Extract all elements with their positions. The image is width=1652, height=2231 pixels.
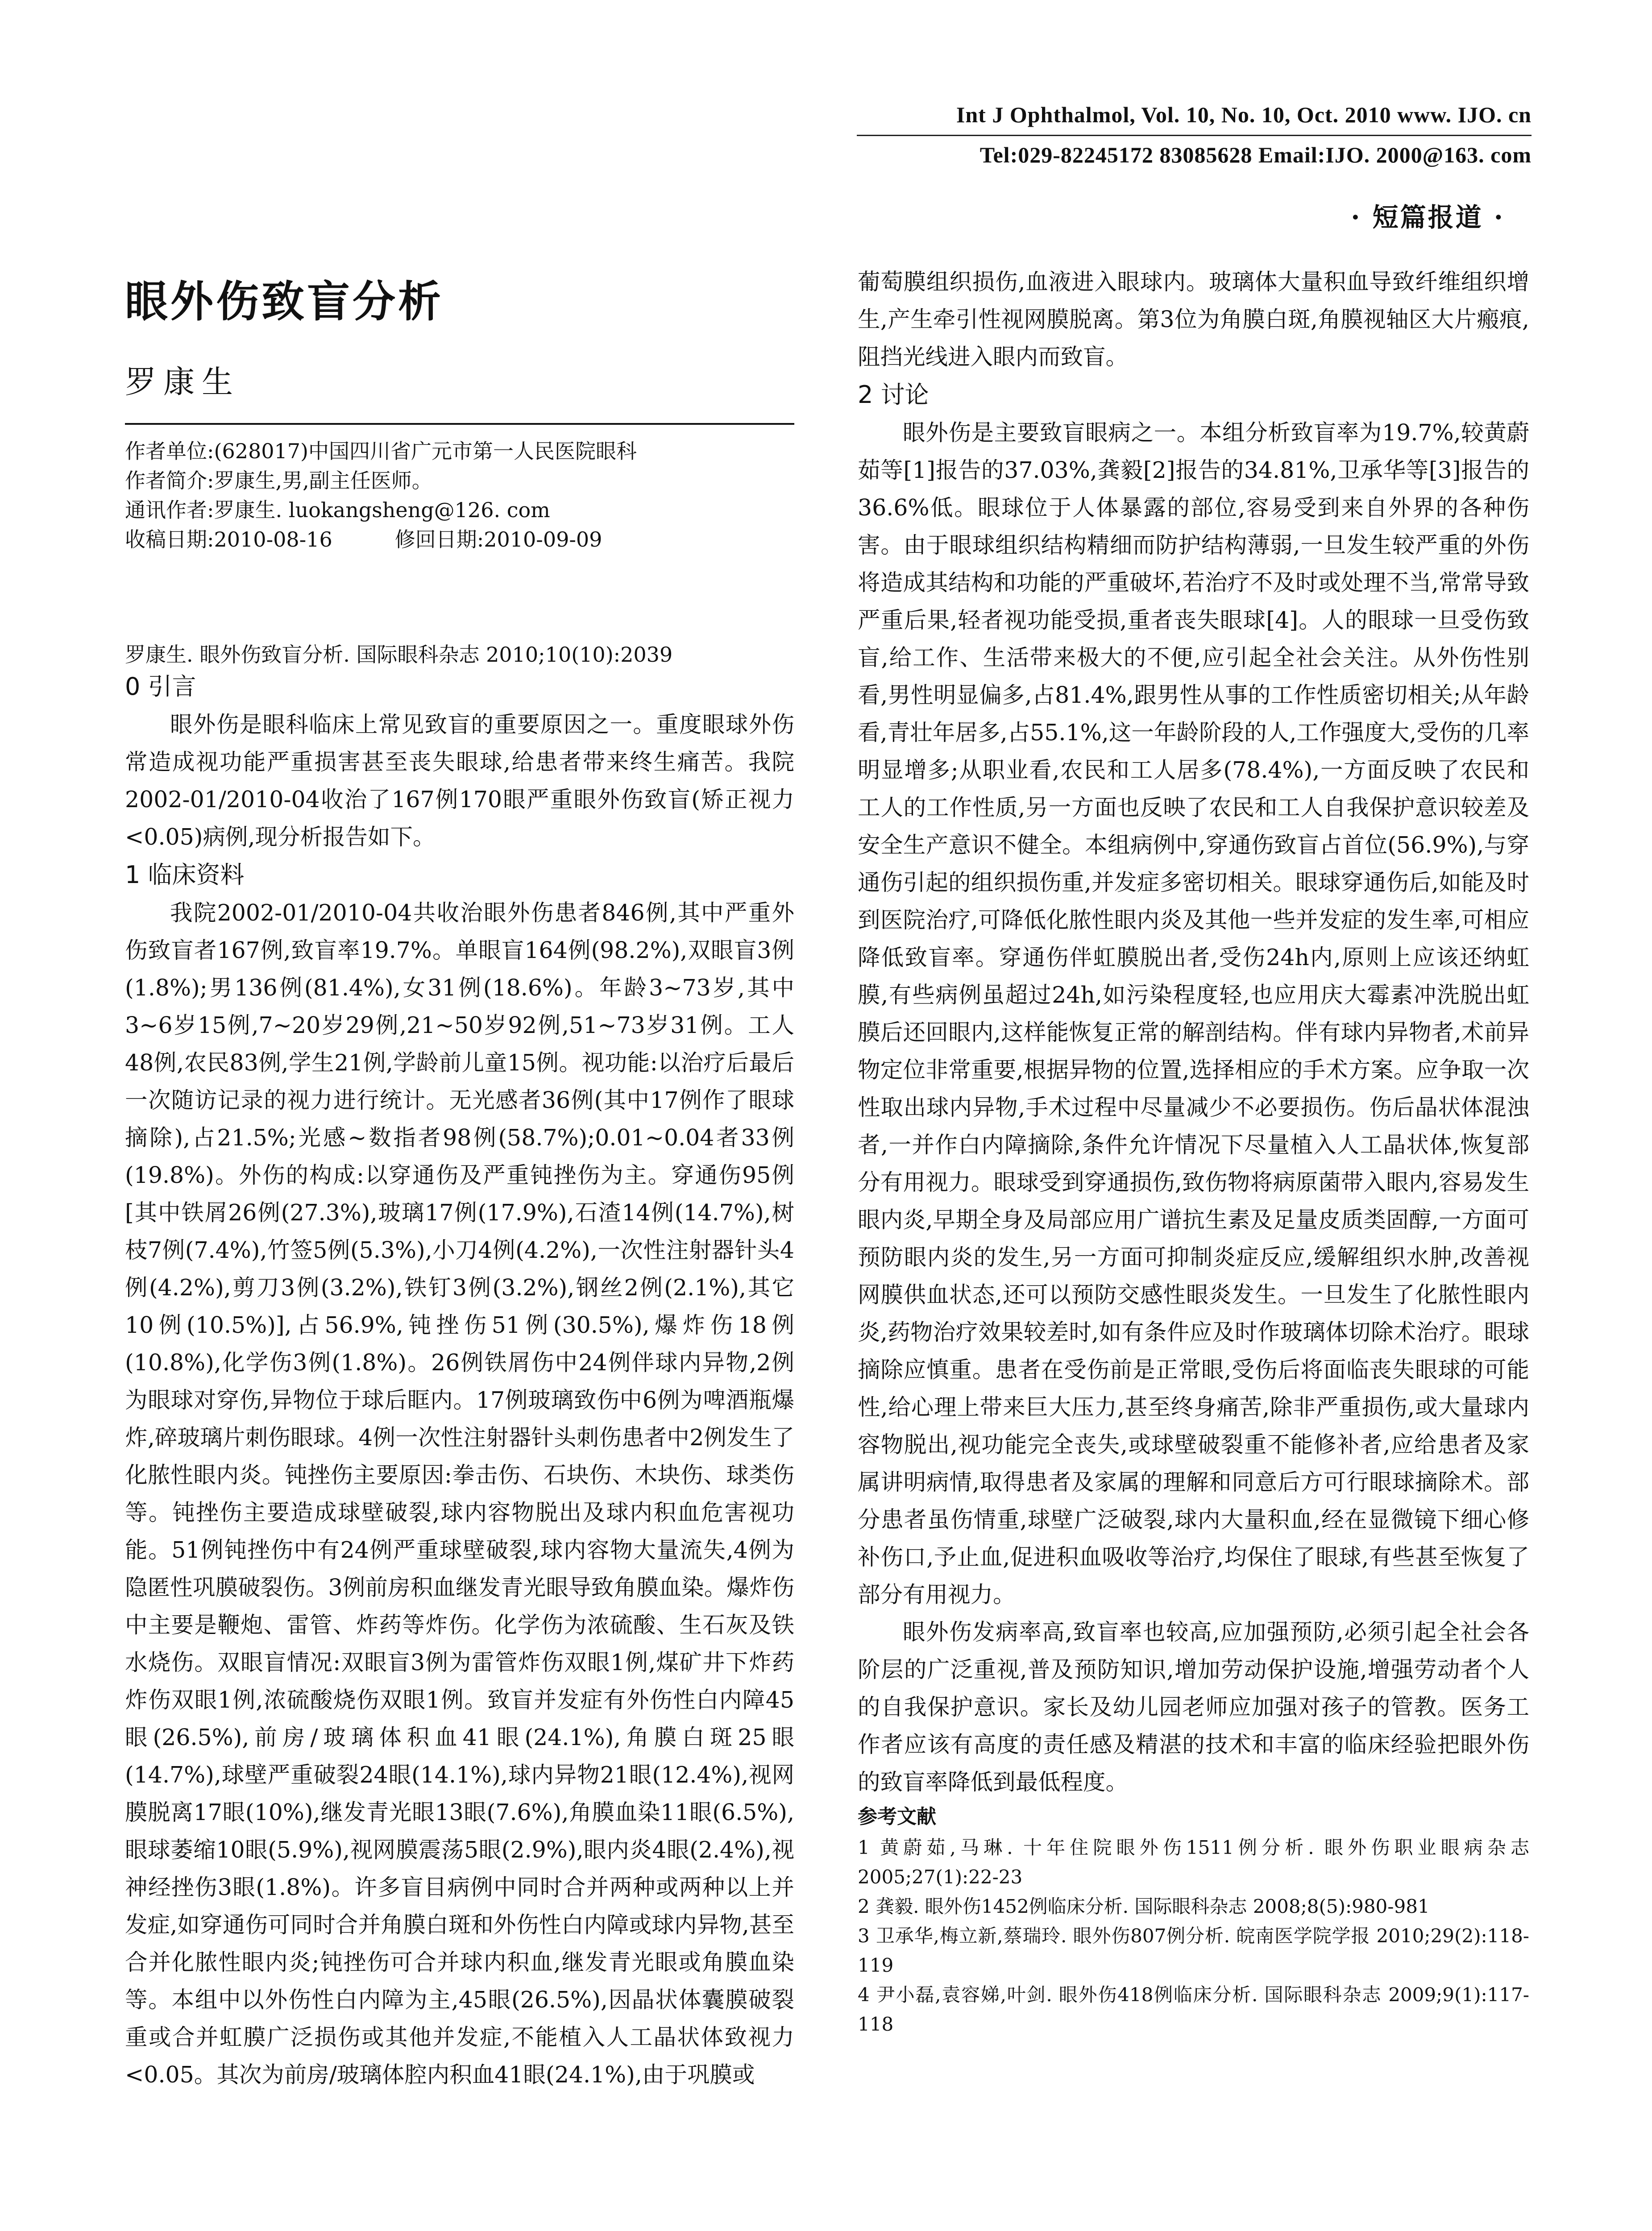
- citation: 罗康生. 眼外伤致盲分析. 国际眼科杂志 2010;10(10):2039: [125, 643, 673, 667]
- dates: [125, 525, 794, 554]
- journal-contact: Tel:029-82245172 83085628 Email:IJO. 2000@163. com: [980, 142, 1532, 167]
- header-separator: [857, 135, 1532, 136]
- reference-item: 3 卫承华,梅立新,蔡瑞玲. 眼外伤807例分析. 皖南医学院学报 2010;29(2):118-119: [858, 1925, 1529, 1976]
- right-column: [858, 263, 1529, 2039]
- article-title: 眼外伤致盲分析: [125, 277, 444, 327]
- paragraph-introduction: 眼外伤是眼科临床上常见致盲的重要原因之一。重度眼球外伤常造成视功能严重损害甚至丧失眼球,给患者带来终生痛苦。我院2002-01/2010-04收治了167例170眼严重眼外伤致盲(矫正视力<0.05)病例,现分析报告如下。: [125, 711, 794, 850]
- reference-list: [858, 1833, 1529, 2039]
- paragraph-discussion-2: 眼外伤发病率高,致盲率也较高,应加强预防,必须引起全社会各阶层的广泛重视,普及预防知识,增加劳动保护设施,增强劳动者个人的自我保护意识。家长及幼儿园老师应加强对孩子的管教。医务工作者应该有高度的责任感及精湛的技术和丰富的临床经验把眼外伤的致盲率降低到最低程度。: [858, 1619, 1529, 1795]
- revised-date: 修回日期:2010-09-09: [394, 527, 602, 552]
- title-rule: [125, 423, 794, 425]
- section-tag: · 短篇报道 ·: [1351, 202, 1505, 232]
- paragraph-clinical-data: 我院2002-01/2010-04共收治眼外伤患者846例,其中严重外伤致盲者167例,致盲率19.7%。单眼盲164例(98.2%),双眼盲3例(1.8%);男136例(81.4%),女31例(18.6%)。年龄3~73岁,其中3~6岁15例,7~20岁29例,21~50岁92例,51~73岁31例。工人48例,农民83例,学生21例,学龄前儿童15例。视功能:以治疗后最后一次随访记录的视力进行统计。无光感者36例(其中17例作了眼球摘除),占21.5%;光感~数指者98例(58.7%);0.01~0.04者33例(19.8%)。外伤的构成:以穿通伤及严重钝挫伤为主。穿通伤95例[其中铁屑26例(27.3%),玻璃17例(17.9%),石渣14例(14.7%),树枝7例(7.4%),竹签5例(5.3%),小刀4例(4.2%),一次性注射器针头4例(4.2%),剪刀3例(3.2%),铁钉3例(3.2%),钢丝2例(2.1%),其它10例(10.5%)],占56.9%,钝挫伤51例(30.5%),爆炸伤18例(10.8%),化学伤3例(1.8%)。26例铁屑伤中24例伴球内异物,2例为眼球对穿伤,异物位于球后眶内。17例玻璃致伤中6例为啤酒瓶爆炸,碎玻璃片刺伤眼球。4例一次性注射器针头刺伤患者中2例发生了化脓性眼内炎。钝挫伤主要原因:拳击伤、石块伤、木块伤、球类伤等。钝挫伤主要造成球壁破裂,球内容物脱出及球内积血危害视功能。51例钝挫伤中有24例严重球壁破裂,球内容物大量流失,4例为隐匿性巩膜破裂伤。3例前房积血继发青光眼导致角膜血染。爆炸伤中主要是鞭炮、雷管、炸药等炸伤。化学伤为浓硫酸、生石灰及铁水烧伤。双眼盲情况:双眼盲3例为雷管炸伤双眼1例,煤矿井下炸药炸伤双眼1例,浓硫酸烧伤双眼1例。致盲并发症有外伤性白内障45眼(26.5%),前房/玻璃体积血41眼(24.1%),角膜白斑25眼(14.7%),球壁严重破裂24眼(14.1%),球内异物21眼(12.4%),视网膜脱离17眼(10%),继发青光眼13眼(7.6%),角膜血染11眼(6.5%),眼球萎缩10眼(5.9%),视网膜震荡5眼(2.9%),眼内炎4眼(2.4%),视神经挫伤3眼(1.8%)。许多盲目病例中同时合并两种或两种以上并发症,如穿通伤可同时合并角膜白斑和外伤性白内障或球内异物,甚至合并化脓性眼内炎;钝挫伤可合并球内积血,继发青光眼或角膜血染等。本组中以外伤性白内障为主,45眼(26.5%),因晶状体囊膜破裂重或合并虹膜广泛损伤或其他并发症,不能植入人工晶状体致视力<0.05。其次为前房/玻璃体腔内积血41眼(24.1%),由于巩膜或: [125, 900, 794, 2088]
- reference-item: 2 龚毅. 眼外伤1452例临床分析. 国际眼科杂志 2008;8(5):980-981: [858, 1895, 1430, 1917]
- paragraph-continued: 葡萄膜组织损伤,血液进入眼球内。玻璃体大量积血导致纤维组织增生,产生牵引性视网膜脱离。第3位为角膜白斑,角膜视轴区大片瘢痕,阻挡光线进入眼内而致盲。: [858, 269, 1529, 370]
- correspondence: 通讯作者:罗康生. luokangsheng@126. com: [125, 498, 550, 522]
- author-name: 罗康生: [125, 364, 240, 400]
- heading-clinical-data: 1 临床资料: [125, 861, 245, 889]
- reference-item: 4 尹小磊,袁容娣,叶剑. 眼外伤418例临床分析. 国际眼科杂志 2009;9(1):117-118: [858, 1984, 1529, 2035]
- left-column: [125, 668, 794, 2094]
- article-meta: [125, 436, 794, 554]
- received-date: 收稿日期:2010-08-16: [125, 527, 332, 552]
- heading-references: 参考文献: [858, 1805, 936, 1828]
- reference-item: 1 黄蔚茹,马琳. 十年住院眼外伤1511例分析. 眼外伤职业眼病杂志 2005;27(1):22-23: [858, 1837, 1529, 1888]
- journal-header: Int J Ophthalmol, Vol. 10, No. 10, Oct. 2010 www. IJO. cn: [956, 102, 1532, 127]
- heading-discussion: 2 讨论: [858, 381, 929, 409]
- heading-introduction: 0 引言: [125, 672, 196, 701]
- paragraph-discussion-1: 眼外伤是主要致盲眼病之一。本组分析致盲率为19.7%,较黄蔚茹等[1]报告的37.03%,龚毅[2]报告的34.81%,卫承华等[3]报告的36.6%低。眼球位于人体暴露的部位,容易受到来自外界的各种伤害。由于眼球组织结构精细而防护结构薄弱,一旦发生较严重的外伤将造成其结构和功能的严重破坏,若治疗不及时或处理不当,常常导致严重后果,轻者视功能受损,重者丧失眼球[4]。人的眼球一旦受伤致盲,给工作、生活带来极大的不便,应引起全社会关注。从外伤性别看,男性明显偏多,占81.4%,跟男性从事的工作性质密切相关;从年龄看,青壮年居多,占55.1%,这一年龄阶段的人,工作强度大,受伤的几率明显增多;从职业看,农民和工人居多(78.4%),一方面反映了农民和工人的工作性质,另一方面也反映了农民和工人自我保护意识较差及安全生产意识不健全。本组病例中,穿通伤致盲占首位(56.9%),与穿通伤引起的组织损伤重,并发症多密切相关。眼球穿通伤后,如能及时到医院治疗,可降低化脓性眼内炎及其他一些并发症的发生率,可相应降低致盲率。穿通伤伴虹膜脱出者,受伤24h内,原则上应该还纳虹膜,有些病例虽超过24h,如污染程度轻,也应用庆大霉素冲洗脱出虹膜后还回眼内,这样能恢复正常的解剖结构。伴有球内异物者,术前异物定位非常重要,根据异物的位置,选择相应的手术方案。应争取一次性取出球内异物,手术过程中尽量减少不必要损伤。伤后晶状体混浊者,一并作白内障摘除,条件允许情况下尽量植入人工晶状体,恢复部分有用视力。眼球受到穿通损伤,致伤物将病原菌带入眼内,容易发生眼内炎,早期全身及局部应用广谱抗生素及足量皮质类固醇,一方面可预防眼内炎的发生,另一方面可抑制炎症反应,缓解组织水肿,改善视网膜供血状态,还可以预防交感性眼炎发生。一旦发生了化脓性眼内炎,药物治疗效果较差时,如有条件应及时作玻璃体切除术治疗。眼球摘除应慎重。患者在受伤前是正常眼,受伤后将面临丧失眼球的可能性,给心理上带来巨大压力,甚至终身痛苦,除非严重损伤,或大量球内容物脱出,视功能完全丧失,或球壁破裂重不能修补者,应给患者及家属讲明病情,取得患者及家属的理解和同意后方可行眼球摘除术。部分患者虽伤情重,球壁广泛破裂,球内大量积血,经在显微镜下细心修补伤口,予止血,促进积血吸收等治疗,均保住了眼球,有些甚至恢复了部分有用视力。: [858, 419, 1529, 1608]
- affiliation: 作者单位:(628017)中国四川省广元市第一人民医院眼科: [125, 439, 637, 463]
- author-bio: 作者简介:罗康生,男,副主任医师。: [125, 469, 432, 493]
